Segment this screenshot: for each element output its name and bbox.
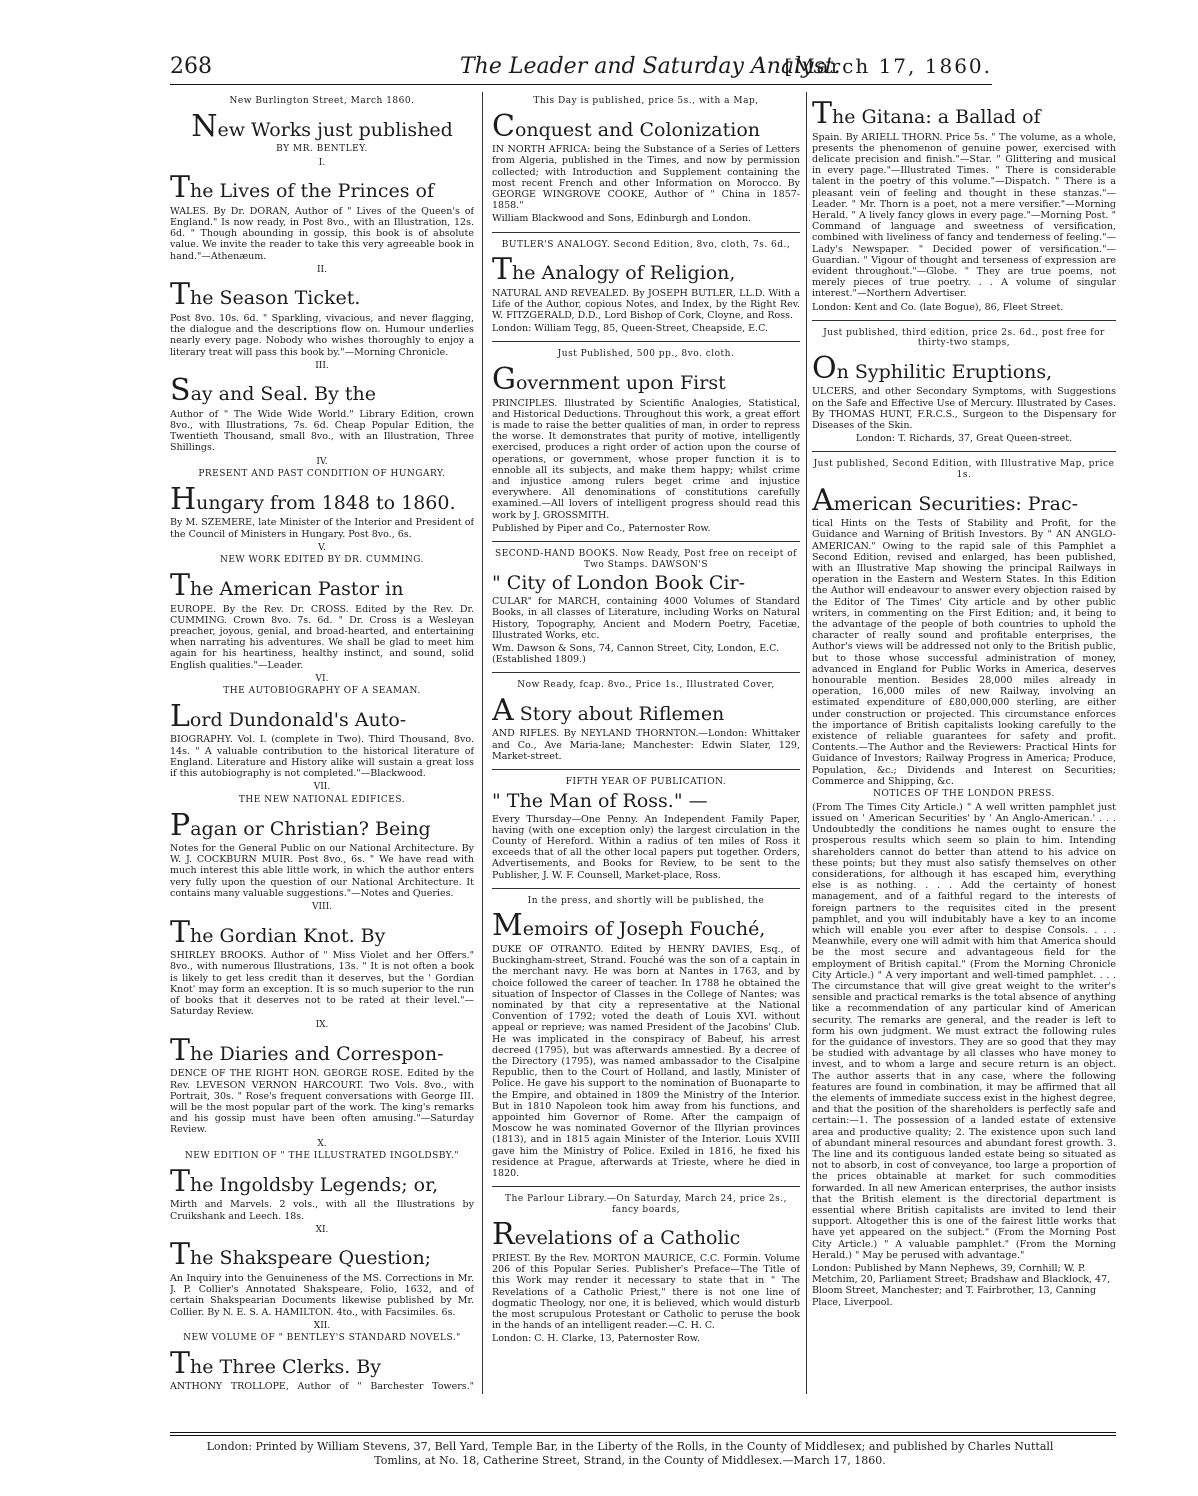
- ad-publisher: London: William Tegg, 85, Queen-Street, Cheapside, E.C.: [492, 323, 769, 335]
- item-number: II.: [317, 264, 327, 275]
- separator: [492, 888, 800, 889]
- item-body: By M. SZEMERE, late Minister of the Interior and President of the Council of Ministers in Hungary. Post 8vo., 6s.: [170, 517, 474, 540]
- ad-title: American Securities: Prac-: [812, 482, 1079, 518]
- ad-body: CULAR" for MARCH, containing 4000 Volumes of Standard Books, in all classes of Literature, including Works on Natural History, Topography, Ancient and Modern Poetry, Facetiæ, Illustrated Works, etc.: [492, 596, 800, 641]
- item-title: Hungary from 1848 to 1860.: [170, 481, 456, 517]
- item-number: III.: [315, 360, 329, 371]
- ad-body: AND RIFLES. By NEYLAND THORNTON.—London: Whittaker and Co., Ave Maria-lane; Manchester: Edwin Slater, 129, Market-street.: [492, 728, 800, 762]
- separator: [492, 769, 800, 770]
- printer-imprint: London: Printed by William Stevens, 37, Bell Yard, Temple Bar, in the Liberty of the Rolls, in the County of Middlesex; and published by Charles Nuttall Tomlins, at No. 18, Catherine Street, Strand, in the County of Middlesex.—March 17, 1860.: [206, 1440, 1054, 1468]
- item-title: The Gordian Knot. By: [170, 914, 386, 950]
- item-title: The Shakspeare Question;: [170, 1237, 432, 1273]
- ad-body: tical Hints on the Tests of Stability and Profit, for the Guidance and Warning of British Investors. By " AN ANGLO-AMERICAN." Owing to the rapid sale of this Pamphlet a Second Edition, revised and enlarged, has been published, with an Illustrative Map showing the principal Railways in operation in the Eastern and Western States. In this Edition the Author will endeavour to answer every objection raised by the Editor of The Times' City article and by other public writers, in commenting on the First Edition; and, it being to the advantage of the people of both countries to uphold the character of really sound and profitable enterprises, the Author's views will be addressed not only to the British public, but to those whose successful administration of money, advanced in England for Public Works in America, deserves honourable mention. Besides 28,000 miles already in operation, 16,000 miles of new Railway, involving an estimated expenditure of £80,000,000 sterling, are either under construction or projected. This circumstance enforces the importance of British capitalists looking carefully to the existence of reliable guarantees for safety and profit. Contents.—The Author and the Reviewers: Practical Hints for Guidance of Investors; Railway Progress in America; Produce, Population, &c.; Dividends and Interest on Securities; Commerce and Shipping, &c.: [812, 518, 1116, 787]
- publication-title: The Leader and Saturday Analyst.: [460, 54, 841, 79]
- item-number: IV.: [316, 456, 328, 467]
- item-body: SHIRLEY BROOKS. Author of " Miss Violet and her Offers." 8vo., with numerous Illustrations, 13s. " It is not often a book is likely to get less credit than it deserves, but the ' Gordian Knot' may form an exception. It is so much superior to the run of books that it deserves not to be rated at their level."—Saturday Review.: [170, 950, 474, 1018]
- item-title: The Three Clerks. By: [170, 1345, 382, 1381]
- page-number: 268: [170, 54, 212, 79]
- ad-title: The Analogy of Religion,: [492, 252, 736, 288]
- item-number: VII.: [313, 782, 331, 793]
- ad-body: ULCERS, and other Secondary Symptoms, with Suggestions on the Safe and Effective Use of Mercury. Illustrated by Cases. By THOMAS HUNT, F.R.C.S., Surgeon to the Dispensary for Diseases of the Skin.: [812, 386, 1116, 432]
- separator: [492, 341, 800, 342]
- ad-publisher: William Blackwood and Sons, Edinburgh and London.: [492, 213, 752, 225]
- ad-title: The Gitana: a Ballad of: [812, 96, 1041, 131]
- item-number: X.: [317, 1138, 327, 1149]
- item-body: Author of " The Wide Wide World." Library Edition, crown 8vo., with Illustrations, 7s. 6d. Cheap Popular Edition, the Twentieth Thousand, small 8vo., with an Illustration, Three Shillings.: [170, 408, 474, 454]
- ad-title: A Story about Riflemen: [492, 692, 725, 728]
- ad-title: On Syphilitic Eruptions,: [812, 350, 1053, 386]
- item-title: Lord Dundonald's Auto-: [170, 698, 407, 734]
- ad-title: Memoirs of Joseph Fouché,: [492, 908, 766, 944]
- ad-intro: Just Published, 500 pp., 8vo. cloth.: [557, 349, 735, 360]
- press-notices-heading: NOTICES OF THE LONDON PRESS.: [873, 789, 1055, 800]
- ad-intro: Just published, third edition, price 2s. 6d., post free for thirty-two stamps,: [823, 327, 1105, 349]
- item-body: Mirth and Marvels. 2 vols., with all the Illustrations by Cruikshank and Leech. 18s.: [170, 1199, 474, 1222]
- ad-publisher: London: Published by Mann Nephews, 39, Cornhill; W. P. Metchim, 20, Parliament Street; Bradshaw and Blacklock, 47, Bloom Street, Manchester; and T. Fairbrother, 13, Canning Place, Liverpool.: [812, 1263, 1111, 1308]
- item-body: Notes for the General Public on our National Architecture. By W. J. COCKBURN MUIR. Post 8vo., 6s. " We have read with much interest this able little work, in which the author enters very fully upon the question of our National Architecture. It contains many valuable suggestions."—Notes and Queries.: [170, 843, 474, 899]
- ad-title: Conquest and Colonization: [492, 108, 761, 144]
- masthead: [170, 54, 992, 85]
- item-intro: NEW WORK EDITED BY DR. CUMMING.: [219, 555, 425, 566]
- item-intro: NEW EDITION OF " THE ILLUSTRATED INGOLDSBY.": [184, 1151, 460, 1162]
- item-body: BIOGRAPHY. Vol. I. (complete in Two). Third Thousand, 8vo. 14s. " A valuable contribution to the historical literature of England. Literature and History alike will sustain a great loss if this autobiography is not completed."—Blackwood.: [170, 734, 474, 780]
- ad-title: " City of London Book Cir-: [492, 572, 745, 595]
- press-reviews: (From The Times City Article.) " A well written pamphlet just issued on ' American Securities' by ' An Anglo-American.' . . . Undoubtedly the conditions he names ought to ensure the prosperous results which seem so plain to him. Intending shareholders cannot do better than attend to his advice on these points; but they must also satisfy themselves on other considerations, for although it has escaped him, everything else is as nothing. . . . Add the certainty of honest management, and of a faithful regard to the interests of foreign partners to the requisites cited in the present pamphlet, and you will indubitably have a key to an income which will enable you ever after to despise Consols. . . . Meanwhile, every one will admit with him that America should be the most secure and advantageous field for the employment of British capital." (From the Morning Chronicle City Article.) " A very important and well-timed pamphlet. . . . The circumstance that will give great weight to the writer's sensible and practical remarks is the total absence of anything like a recommendation of any particular kind of American security. The remarks are general, and the reader is left to form his own judgment. We must extract the following rules for the guidance of investors. They are so good that they may be studied with advantage by all classes who have money to invest, and to whom a large and secure return is an object. The author asserts that in any case, where the following features are found in combination, it may be affirmed that all the elements of immediate success exist in the highest degree, and that the position of the shareholders is perfectly safe and certain:—1. The possession of a landed estate of extensive area and productive quality; 2. The existence upon such land of abundant mineral resources and abundant forest growth. 3. The line and its contiguous landed estate being so situated as not to absorb, in cost of conveyance, too large a proportion of the prices obtainable at market for such commodities forwarded. In all new American enterprises, the author insists that the British element is the directorial department is essential where British capitalists are invited to lend their support. Altogether this is one of the fairest little works that have yet appeared on the subject." (From the Morning Post City Article.) " A valuable pamphlet." (From the Morning Herald.) " May be perused with advantage.": [812, 801, 1116, 1261]
- column-rule: [482, 92, 483, 1394]
- column-rule: [806, 92, 807, 1394]
- column-advertisements: [492, 94, 800, 1394]
- ad-body: PRINCIPLES. Illustrated by Scientific Analogies, Statistical, and Historical Deductions. Throughout this work, a great effort is made to raise the better qualities of man, in order to repress the worse. It demonstrates that purity of motive, intelligently exercised, produces a right order of action upon the course of operations, or government, whose proper function it is to ennoble all its subjects, and make them happy; whilst crime and injustice among rulers beget crime and injustice everywhere. All denominations of constitutions carefully examined.—All lovers of intelligent progress should read this work by J. GROSSMITH.: [492, 397, 800, 521]
- column-bentley: [170, 94, 474, 1394]
- item-title: The Ingoldsby Legends; or,: [170, 1163, 439, 1199]
- dateline: New Burlington Street, March 1860.: [229, 96, 415, 106]
- ad-body: IN NORTH AFRICA: being the Substance of a Series of Letters from Algeria, published in the Times, and now by permission collected; with Introduction and Supplement containing the most recent French and other Information on Morocco. By GEORGE WINGROVE COOKE, Author of " China in 1857-1858.": [492, 144, 800, 212]
- separator: [812, 320, 1116, 321]
- ad-title: Revelations of a Catholic: [492, 1217, 741, 1253]
- book-list: [170, 158, 474, 1394]
- item-intro: PRESENT AND PAST CONDITION OF HUNGARY.: [198, 469, 446, 480]
- item-intro: THE NEW NATIONAL EDIFICES.: [238, 794, 406, 805]
- ad-intro: In the press, and shortly will be published, the: [527, 895, 765, 906]
- item-body: Post 8vo. 10s. 6d. " Sparkling, vivacious, and never flagging, the dialogue and the descriptions flow on. Humour underlies nearly every page. Nobody who wishes thoroughly to enjoy a literary treat will pass this book by."—Morning Chronicle.: [170, 312, 474, 358]
- ad-body: NATURAL AND REVEALED. By JOSEPH BUTLER, LL.D. With a Life of the Author, copious Notes, and Index, by the Right Rev. W. FITZGERALD, D.D., Lord Bishop of Cork, Cloyne, and Ross.: [492, 287, 800, 322]
- ad-list: [492, 96, 800, 1345]
- item-body: WALES. By Dr. DORAN, Author of " Lives of the Queen's of England." Is now ready, in Post 8vo., with an Illustration, 12s. 6d. " Though abounding in gossip, this book is of absolute value. We invite the reader to take this very agreeable book in hand."—Athenæum.: [170, 205, 474, 262]
- item-body: An Inquiry into the Genuineness of the MS. Corrections in Mr. J. P. Collier's Annotated Shakspeare, Folio, 1632, and of certain Shakspearian Documents likewise published by Mr. Collier. By N. E. S. A. HAMILTON. 4to., with Facsimiles. 6s.: [170, 1272, 474, 1318]
- item-title: Pagan or Christian? Being: [170, 807, 431, 843]
- ad-publisher: Wm. Dawson & Sons, 74, Cannon Street, City, London, E.C. (Established 1809.): [492, 642, 780, 666]
- item-number: IX.: [315, 1020, 329, 1031]
- item-intro: NEW VOLUME OF " BENTLEY'S STANDARD NOVELS.": [183, 1333, 461, 1344]
- ad-body: DUKE OF OTRANTO. Edited by HENRY DAVIES, Esq., of Buckingham-street, Strand. Fouché was the son of a captain in the merchant navy. He was born at Nantes in 1763, and by choice followed the career of teacher. In 1788 he obtained the situation of Inspector of Classes in the College of Nantes; was nominated by that city a representative at the National Convention of 1792; voted the death of Louis XVI. without appeal or reprieve; was named President of the Jacobins' Club. He was implicated in the conspiracy of Babeuf, his arrest decreed (1795), but was afterwards amnestied. By a decree of the Directory (1795), was named ambassador to the Cisalpine Republic, then to the Court of Holland, and lastly, Minister of Police. He gave his support to the nomination of Buonaparte to the Empire, and obtained in 1809 the Ministry of the Interior. But in 1810 Napoleon took him away from his functions, and appointed him Governor of Rome. After the campaign of Moscow he was nominated Governor of the Illyrian provinces (1813), and in 1815 again Minister of the Interior. Louis XVIII gave him the Ministry of Police. Exiled in 1816, he fixed his residence at Prague, afterwards at Trieste, where he died in 1820.: [492, 943, 800, 1180]
- ad-body: Spain. By ARIELL THORN. Price 5s. " The volume, as a whole, presents the phenomenon of genuine power, exercised with delicate precision and finish."—Star. " Glittering and musical in every page."—Illustrated Times. " There is considerable talent in the poetry of this volume."—Dispatch. " There is a pleasant vein of feeling and thought in these stanzas."—Leader. " Mr. Thorn is a poet, not a mere versifier."—Morning Herald. " A lively fancy glows in every page."—Morning Post. " Command of language and sweetness of versification, combined with liveliness of fancy and tenderness of feeling."—Lady's Newspaper. " Decided power of versification."—Guardian. " Vigour of thought and terseness of expression are evident throughout."—Globe. " They are true poems, not merely pieces of true poetry. . . A volume of singular interest."—Northern Advertiser.: [812, 131, 1116, 300]
- ad-intro: Now Ready, fcap. 8vo., Price 1s., Illustrated Cover,: [517, 680, 775, 691]
- issue-date: [March 17, 1860.: [784, 54, 992, 78]
- ad-publisher: London: C. H. Clarke, 13, Paternoster Row.: [492, 1333, 700, 1345]
- ad-body: PRIEST. By the Rev. MORTON MAURICE, C.C. Formin. Volume 206 of this Popular Series. Publisher's Preface—The Title of this Work may render it necessary to state that in " The Revelations of a Catholic Priest," there is not one line of dogmatic Theology, nor one, it is believed, which would disturb the most scrupulous Protestant or Catholic to peruse the book in the hands of an intelligent reader.—C. H. C.: [492, 1252, 800, 1332]
- item-number: V.: [318, 542, 326, 553]
- separator: [492, 232, 800, 233]
- ad-intro: The Parlour Library.—On Saturday, March 24, price 2s., fancy boards,: [505, 1194, 787, 1215]
- main-heading: New Works just published: [191, 108, 453, 144]
- item-number: XI.: [315, 1224, 329, 1235]
- item-body: EUROPE. By the Rev. Dr. CROSS. Edited by the Rev. Dr. CUMMING. Crown 8vo. 7s. 6d. " Dr. Cross is a Wesleyan preacher, joyous, genial, and broad-hearted, and entertaining when narrating his adventures. We shall be glad to meet him again for his heartiness, healthy instinct, and sound, solid English qualities."—Leader.: [170, 603, 474, 671]
- ad-publisher: London: T. Richards, 37, Great Queen-street.: [855, 433, 1073, 445]
- item-title: Say and Seal. By the: [170, 373, 377, 409]
- item-number: VIII.: [311, 902, 333, 913]
- ad-title: " The Man of Ross." —: [492, 789, 708, 812]
- ad-intro: FIFTH YEAR OF PUBLICATION.: [565, 777, 727, 788]
- item-title: The American Pastor in: [170, 568, 404, 604]
- item-title: The Season Ticket.: [170, 277, 361, 313]
- item-number: I.: [318, 157, 326, 168]
- item-body: DENCE OF THE RIGHT HON. GEORGE ROSE. Edited by the Rev. LEVESON VERNON HARCOURT. Two Vols. 8vo., with Portrait, 30s. " Rose's frequent conversations with George III. will be the most popular part of the work. The king's remarks and his gossip must have been often amusing."—Saturday Review.: [170, 1068, 474, 1136]
- ad-intro: SECOND-HAND BOOKS. Now Ready, Post free on receipt of Two Stamps. DAWSON'S: [495, 549, 797, 570]
- separator: [812, 451, 1116, 452]
- separator: [492, 672, 800, 673]
- separator: [492, 541, 800, 542]
- byline: BY MR. BENTLEY.: [276, 144, 368, 155]
- item-number: VI.: [315, 673, 329, 684]
- ad-title: Government upon First: [492, 362, 726, 398]
- item-intro: THE AUTOBIOGRAPHY OF A SEAMAN.: [223, 686, 421, 697]
- column-advertisements-right: [812, 94, 1116, 1394]
- ad-intro: BUTLER'S ANALOGY. Second Edition, 8vo, cloth, 7s. 6d.,: [501, 239, 791, 250]
- item-title: The Lives of the Princes of: [170, 170, 434, 206]
- item-body: ANTHONY TROLLOPE, Author of " Barchester Towers.": [170, 1381, 474, 1393]
- item-number: XII.: [313, 1320, 331, 1331]
- ad-intro: This Day is published, price 5s., with a Map,: [533, 96, 759, 106]
- ad-body: Every Thursday—One Penny. An Independent Family Paper, having (with one exception only) the largest circulation in the County of Hereford. Within a radius of ten miles of Ross it exceeds that of all the other local papers put together. Orders, Advertisements, and Books for Review, to be sent to the Publisher, J. W. F. Counsell, Market-place, Ross.: [492, 813, 800, 881]
- separator: [492, 1186, 800, 1187]
- footer-rule: [170, 1432, 1116, 1436]
- ad-publisher: Published by Piper and Co., Paternoster Row.: [492, 522, 711, 534]
- ad-publisher: London: Kent and Co. (late Bogue), 86, Fleet Street.: [812, 301, 1064, 313]
- ad-intro: Just published, Second Edition, with Illustrative Map, price 1s.: [813, 459, 1115, 481]
- item-title: The Diaries and Correspon-: [170, 1032, 444, 1068]
